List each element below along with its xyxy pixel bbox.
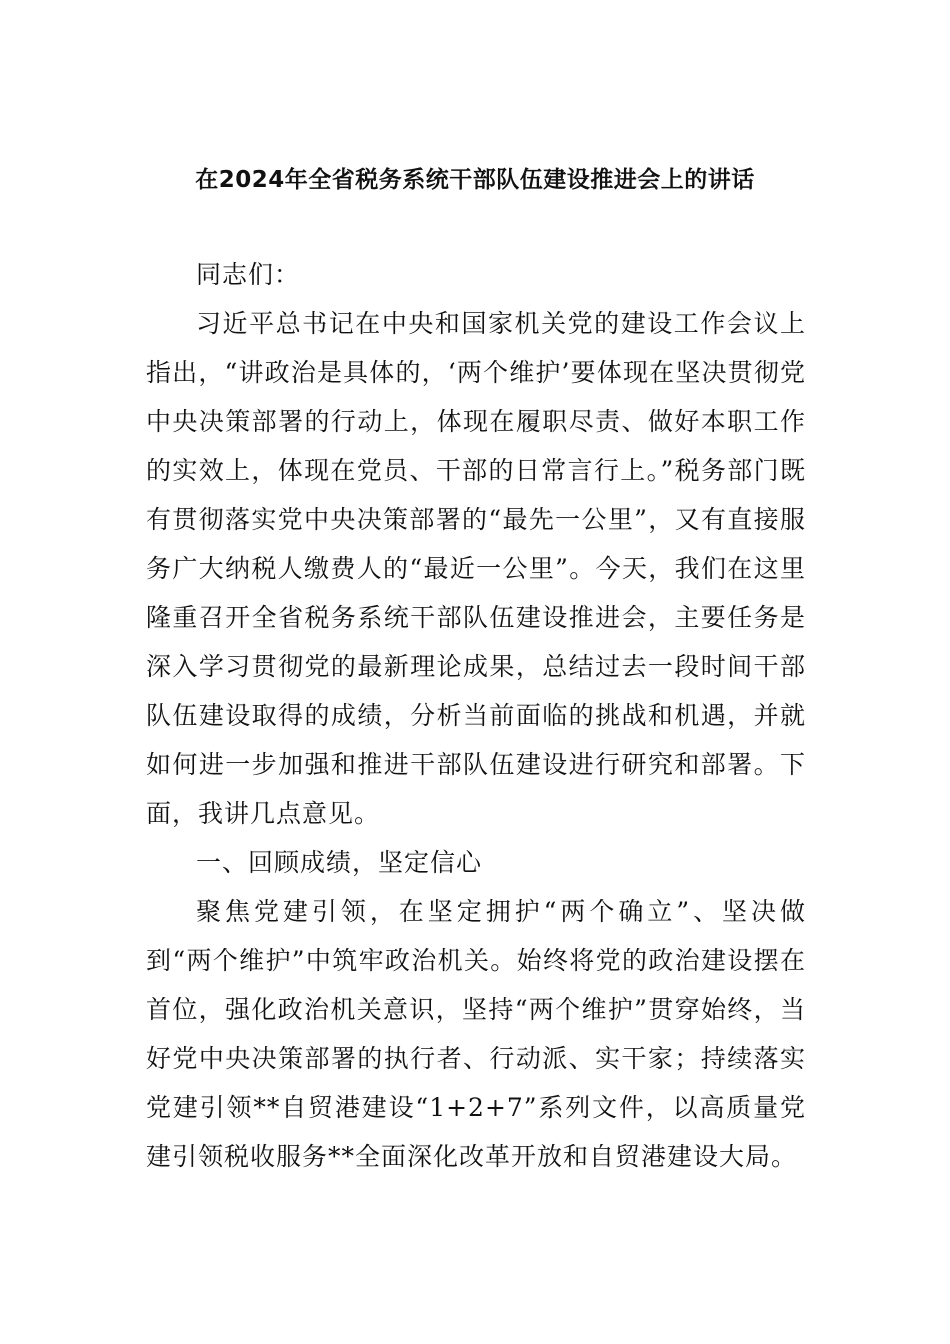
document-body [146,250,806,1181]
document-title: 在2024年全省税务系统干部队伍建设推进会上的讲话 [195,167,755,193]
salutation-paragraph: 同志们： [196,260,301,289]
body-paragraph: 聚焦党建引领，在坚定拥护“两个确立”、坚决做到“两个维护”中筑牢政治机关。始终将党的政治建设摆在首位，强化政治机关意识，坚持“两个维护”贯穿始终，当好党中央决策部署的执行者、行动派、实干家；持续落实党建引领**自贸港建设“1+2+7”系列文件，以高质量党建引领税收服务**全面深化改革开放和自贸港建设大局。 [146,897,806,1171]
section-heading: 一、回顾成绩，坚定信心 [196,848,483,877]
intro-paragraph: 习近平总书记在中央和国家机关党的建设工作会议上指出，“讲政治是具体的，‘两个维护’要体现在坚决贯彻党中央决策部署的行动上，体现在履职尽责、做好本职工作的实效上，体现在党员、干部的日常言行上。”税务部门既有贯彻落实党中央决策部署的“最先一公里”，又有直接服务广大纳税人缴费人的“最近一公里”。今天，我们在这里隆重召开全省税务系统干部队伍建设推进会，主要任务是深入学习贯彻党的最新理论成果，总结过去一段时间干部队伍建设取得的成绩，分析当前面临的挑战和机遇，并就如何进一步加强和推进干部队伍建设进行研究和部署。下面，我讲几点意见。 [146,309,806,828]
